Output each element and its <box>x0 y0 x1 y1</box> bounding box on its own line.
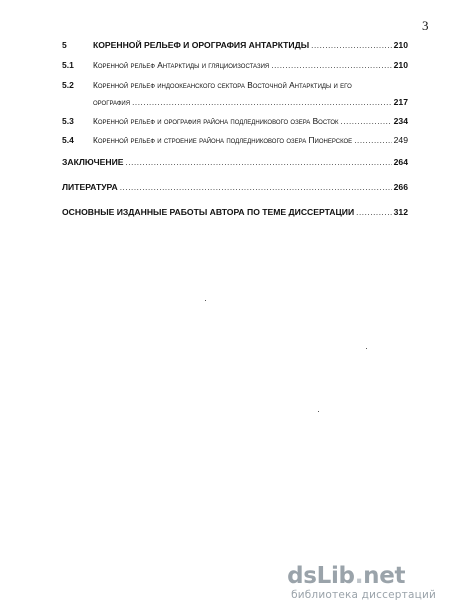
toc-entry-number: 5.4 <box>62 135 74 145</box>
toc-entry-title: КОРЕННОЙ РЕЛЬЕФ И ОРОГРАФИЯ АНТАРКТИДЫ <box>93 40 310 50</box>
toc-entry-page: 249 <box>393 135 408 145</box>
toc-entry-5-1 <box>62 60 408 70</box>
toc-dot-leader <box>311 41 392 50</box>
toc-entry-conclusion <box>62 157 408 167</box>
toc-entry-references <box>62 182 408 192</box>
toc-entry-page: 217 <box>393 97 408 107</box>
toc-dot-leader <box>356 208 392 217</box>
toc-dot-leader <box>126 158 392 167</box>
toc-entry-title: Коренной рельеф и орография района подледникового озера Восток <box>93 116 339 126</box>
toc-entry-page: 266 <box>393 182 408 192</box>
toc-entry-number: 5 <box>62 40 67 50</box>
toc-entry-5 <box>62 40 408 50</box>
toc-entry-page: 264 <box>393 157 408 167</box>
toc-entry-number: 5.1 <box>62 60 74 70</box>
toc-entry-page: 234 <box>393 116 408 126</box>
toc-dot-leader <box>120 183 392 192</box>
toc-entry-title: Коренной рельеф и строение района подледникового озера Пионерское <box>93 135 353 145</box>
scan-speck <box>318 411 319 412</box>
watermark-logo: dsLib.net <box>287 563 406 589</box>
toc-entry-5-2-continuation <box>62 97 408 107</box>
toc-entry-title: ЛИТЕРАТУРА <box>62 182 118 192</box>
scan-speck <box>366 348 367 349</box>
watermark <box>287 564 436 601</box>
toc-dot-leader <box>132 98 392 107</box>
watermark-subtitle: библиотека диссертаций <box>291 589 436 601</box>
toc-entry-5-3 <box>62 116 408 126</box>
toc-entry-page: 210 <box>393 40 408 50</box>
toc-dot-leader <box>354 136 391 145</box>
page-number: 3 <box>422 18 429 33</box>
toc-entry-number: 5.2 <box>62 80 74 90</box>
toc-entry-page: 210 <box>393 60 408 70</box>
toc-entry-title: Коренной рельеф Антарктиды и гляциоизостазия <box>93 60 270 70</box>
scan-speck <box>205 300 206 301</box>
toc-entry-5-2 <box>62 80 408 90</box>
toc-entry-publications <box>62 207 408 217</box>
toc-dot-leader <box>271 61 391 70</box>
toc-entry-page: 312 <box>393 207 408 217</box>
toc-entry-title: ОСНОВНЫЕ ИЗДАННЫЕ РАБОТЫ АВТОРА ПО ТЕМЕ ДИССЕРТАЦИИ <box>62 207 355 217</box>
toc-entry-5-4 <box>62 135 408 145</box>
toc-entry-title: ЗАКЛЮЧЕНИЕ <box>62 157 124 167</box>
toc-entry-title-continuation: орография <box>93 97 131 107</box>
toc-entry-number: 5.3 <box>62 116 74 126</box>
toc-entry-title: Коренной рельеф индоокеанского сектора Восточной Антарктиды и его <box>93 80 352 90</box>
toc-dot-leader <box>341 117 392 126</box>
